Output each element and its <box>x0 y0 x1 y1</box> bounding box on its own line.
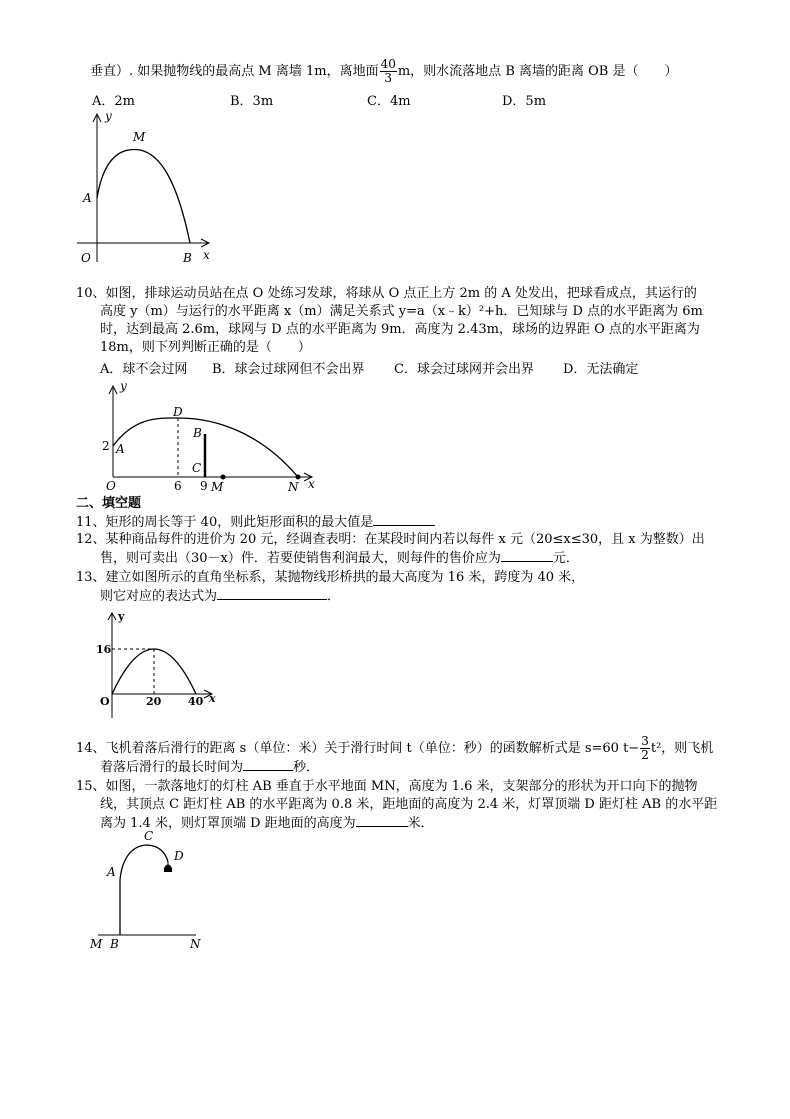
q10-label-o: O <box>106 479 116 493</box>
q10-option-d[interactable]: D．无法确定 <box>563 362 639 377</box>
q12-answer-blank[interactable] <box>501 549 553 562</box>
section-fill-in: 二、填空题 <box>76 496 142 511</box>
q9-label-b: B <box>183 251 192 265</box>
q13-label-40: 40 <box>188 695 204 708</box>
q10-label-c: C <box>192 461 202 475</box>
q10-label-9: 9 <box>200 479 208 493</box>
q10-point-n <box>296 475 301 480</box>
q9-label-m: M <box>133 130 146 144</box>
q10-label-m: M <box>211 480 224 494</box>
q12-line-2: 售，则可卖出（30－x）件．若要使销售利润最大，则每件的售价应为 元． <box>100 551 579 566</box>
q10-figure <box>100 380 330 495</box>
q15-label-c: C <box>144 829 154 843</box>
q14-fraction: $\frac{3}{2}$ <box>641 734 649 762</box>
q10-label-b: B <box>193 426 202 440</box>
q13-figure <box>96 610 226 725</box>
q9-parabola <box>97 150 190 243</box>
q10-label-d: D <box>173 405 183 419</box>
q15-line-1: 15、如图，一款落地灯的灯柱 AB 垂直于水平地面 MN，高度为 1.6 米，支架部分的形状为开口向下的抛物 <box>76 779 698 794</box>
q15-label-n: N <box>190 937 201 951</box>
q10-line-3: 时，达到最高 2.6m，球网与 D 点的水平距离为 9m．高度为 2.43m，球场的边界距 O 点的水平距离为 <box>100 322 700 337</box>
q13-label-16: 16 <box>96 643 112 656</box>
q10-label-a: A <box>116 442 125 456</box>
q9-option-b[interactable]: B．3m <box>230 94 274 109</box>
q9-label-o: O <box>81 251 91 265</box>
q10-point-m <box>221 475 226 480</box>
q10-label-2: 2 <box>102 439 110 453</box>
q10-label-x: x <box>308 477 315 491</box>
q15-label-a: A <box>107 865 116 879</box>
q9-figure <box>75 110 225 270</box>
q9-option-d[interactable]: D．5m <box>502 94 547 109</box>
q13-answer-blank[interactable] <box>217 587 327 600</box>
q12-line-1: 12、某种商品每件的进价为 20 元，经调查表明：在某段时间内若以每件 x 元（20≤x≤30，且 x 为整数）出 <box>76 532 705 547</box>
q9-label-y: y <box>105 109 112 123</box>
q13-label-y: y <box>118 610 125 623</box>
q9-fraction: $\frac{40}{3}$ <box>380 57 396 85</box>
q15-answer-blank[interactable] <box>356 814 408 827</box>
q14-line-1: 14、飞机着落后滑行的距离 s（单位：米）关于滑行时间 t（单位：秒）的函数解析式是 s=60 t− $\frac{3}{2}$ t²，则飞机 <box>76 734 714 762</box>
q14-line-2: 着落后滑行的最长时间为 秒． <box>100 760 320 775</box>
q15-figure <box>88 828 213 953</box>
q15-label-b: B <box>110 937 119 951</box>
q9-stem: 垂直）. 如果抛物线的最高点 M 离墙 1m，离地面 $\frac{40}{3}$ m，则水流落地点 B 离墙的距离 OB 是（ ） <box>90 57 678 85</box>
q13-label-x: x <box>209 692 216 705</box>
q10-line-4: 18m，则下列判断正确的是（ ） <box>100 340 311 355</box>
q10-option-c[interactable]: C．球会过球网并会出界 <box>394 362 534 377</box>
q10-option-a[interactable]: A．球不会过网 <box>100 362 188 377</box>
q9-label-x: x <box>203 248 210 262</box>
q9-option-c[interactable]: C．4m <box>367 94 411 109</box>
q15-line-3: 离为 1.4 米，则灯罩顶端 D 距地面的高度为 米． <box>100 816 434 831</box>
q13-label-20: 20 <box>146 695 162 708</box>
q15-arm-parabola <box>120 845 168 880</box>
q13-line-2: 则它对应的表达式为 ． <box>100 589 341 604</box>
q15-label-d: D <box>174 849 184 863</box>
q11-stem: 11、矩形的周长等于 40，则此矩形面积的最大值是 <box>76 513 435 532</box>
q13-label-o: O <box>100 695 110 708</box>
q9-label-a: A <box>83 191 92 205</box>
q10-label-n: N <box>288 480 299 494</box>
q10-option-b[interactable]: B．球会过球网但不会出界 <box>212 362 365 377</box>
q13-line-1: 13、建立如图所示的直角坐标系，某抛物线形桥拱的最大高度为 16 米，跨度为 40 米， <box>76 570 585 585</box>
q10-line-1: 10、如图，排球运动员站在点 O 处练习发球，将球从 O 点正上方 2m 的 A 处发出，把球看成点，其运行的 <box>76 286 697 301</box>
q15-line-2: 线，其顶点 C 距灯柱 AB 的水平距离为 0.8 米，距地面的高度为 2.4 米，灯罩顶端 D 距灯柱 AB 的水平距 <box>100 797 718 812</box>
q10-label-y: y <box>120 379 127 393</box>
q11-answer-blank[interactable] <box>373 513 435 526</box>
q14-answer-blank[interactable] <box>243 758 293 771</box>
q10-line-2: 高度 y（m）与运行的水平距离 x（m）满足关系式 y=a（x﹣k）²+h．已知球与 D 点的水平距离为 6m <box>100 304 703 319</box>
q9-option-a[interactable]: A．2m <box>92 94 135 109</box>
q10-label-6: 6 <box>174 479 182 493</box>
q15-label-m: M <box>90 937 103 951</box>
